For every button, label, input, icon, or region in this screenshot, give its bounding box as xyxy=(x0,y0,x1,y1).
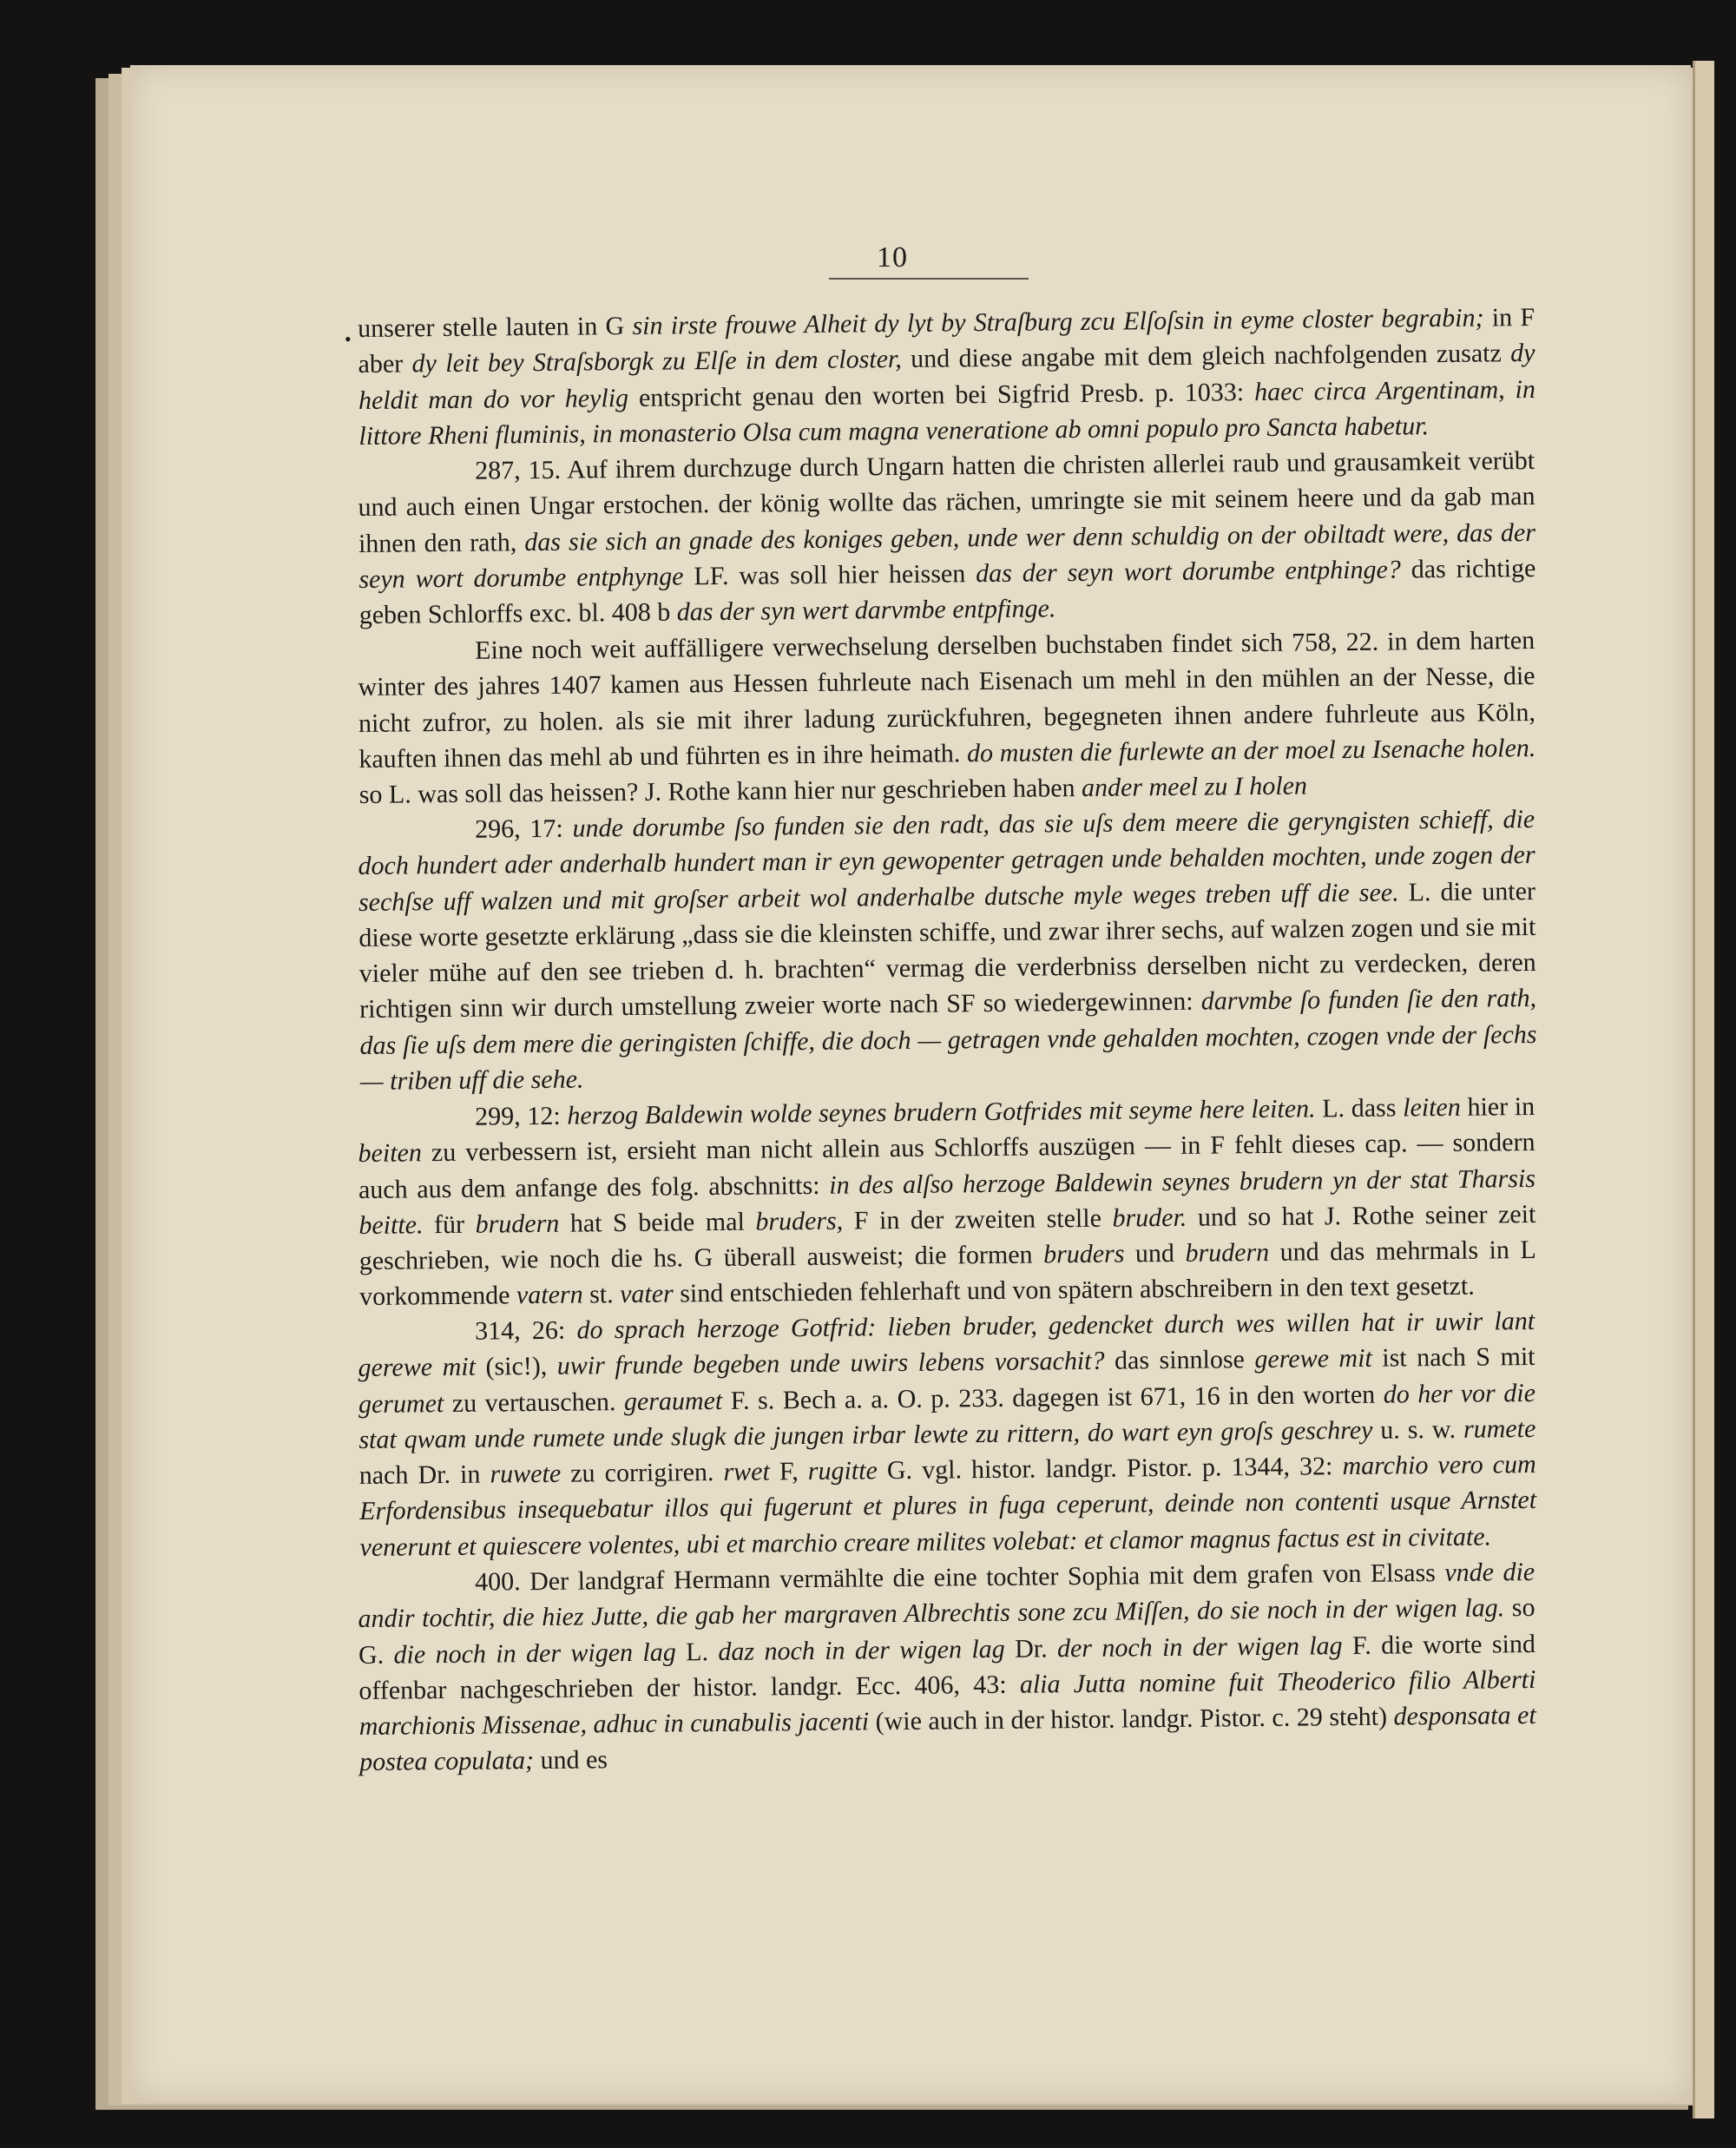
italic-quotation: rwet xyxy=(723,1457,771,1487)
italic-quotation: rugitte xyxy=(807,1456,878,1486)
text-run: entspricht genau den worten bei Sigfrid Presb. p. 1033: xyxy=(628,377,1255,412)
italic-quotation: beiten xyxy=(358,1138,423,1168)
bullet-icon: • xyxy=(345,328,352,350)
italic-quotation: rumete xyxy=(1463,1414,1536,1444)
italic-quotation: do her vor die stat qwam unde rumete unde slugk die jungen irbar lewte zu rittern, do wart eyn groſs geschrey xyxy=(358,1378,1536,1455)
italic-quotation: do musten die furlewte an der moel zu Isenache holen. xyxy=(966,733,1536,768)
italic-quotation: brudern xyxy=(1185,1237,1270,1268)
italic-quotation: herzog Baldewin wolde seynes brudern Gotfrides mit seyme here leiten. xyxy=(567,1093,1316,1130)
text-run: nach Dr. in xyxy=(358,1460,490,1491)
italic-quotation: das der syn wert darvmbe entpfinge. xyxy=(676,594,1056,627)
text-run: sind entschieden fehlerhaft und von spätern abschreibern in den text gesetzt. xyxy=(673,1271,1475,1308)
italic-quotation: dy heldit man do vor heylig xyxy=(358,339,1535,415)
text-run: F. s. Bech a. a. O. p. 233. dagegen ist 671, 16 in den worten xyxy=(722,1380,1384,1415)
paragraph xyxy=(358,801,1537,1099)
text-run: F. die worte sind offenbar nachgeschrieben der histor. landgr. Ecc. 406, 43: xyxy=(358,1629,1536,1706)
italic-quotation: do sprach herzoge Gotfrid: lieben bruder, gedencket durch wes willen hat ir uwir lant gerewe mit xyxy=(358,1307,1535,1383)
facing-page-edge xyxy=(1693,61,1714,2118)
page-number: 10 xyxy=(877,241,908,273)
italic-quotation: uwir frunde begeben unde uwirs lebens vorsachit? xyxy=(556,1347,1105,1381)
italic-quotation: unde dorumbe ſso funden sie den radt, das sie uſs dem meere die geryngisten schieff, die doch hundert ader anderhalb hundert man ir eyn gewopenter getragen unde behalden mochten, unde zogen der sechſse uff walzen und mit groſser arbeit wol anderhalbe dutsche myle weges treben uff die see. xyxy=(358,805,1535,917)
text-run: und es xyxy=(533,1746,608,1776)
text-run: zu vertauschen. xyxy=(444,1387,625,1418)
italic-quotation: leiten xyxy=(1402,1092,1461,1122)
body-text xyxy=(358,302,1537,1781)
paragraph xyxy=(358,1554,1536,1781)
italic-quotation: das der seyn wort dorumbe entphinge? xyxy=(976,555,1401,589)
text-run: F, xyxy=(769,1457,808,1486)
text-run: in F aber xyxy=(358,302,1535,379)
text-run: G. vgl. histor. landgr. Pistor. p. 1344, 32: xyxy=(877,1452,1343,1486)
paragraph xyxy=(358,623,1536,813)
italic-quotation: ruwete xyxy=(490,1459,562,1490)
text-run: und diese angabe mit dem gleich nachfolgenden zusatz xyxy=(901,339,1511,374)
italic-quotation: darvmbe ſo funden ſie den rath, das ſie uſs dem mere die geringisten ſchiffe, die doch — getragen vnde gehalden mochten, czogen vnde der ſechs — triben uff die sehe. xyxy=(359,984,1537,1097)
italic-quotation: marchio vero cum Erfordensibus insequebatur illos qui fugerunt et plures in fuga ceperunt, deinde non contenti usque Arnstet venerunt et quiescere volentes, ubi et marchio creare milites volebat: et clamor magnus factus est in civitate. xyxy=(359,1450,1537,1563)
italic-quotation: vnde die andir tochtir, die hiez Jutte, die gab her margraven Albrechtis sone zcu Miſſen, do sie noch in der wigen lag. xyxy=(358,1558,1535,1634)
italic-quotation: daz noch in der wigen lag xyxy=(718,1634,1005,1667)
text-run: so G. xyxy=(358,1593,1535,1670)
text-run: LF. was soll hier heissen xyxy=(683,559,976,591)
italic-quotation: bruders xyxy=(1042,1239,1125,1269)
text-run: L. die unter diese worte gesetzte erklärung „dass sie die kleinsten schiffe, und zwar ihrer sechs, auf walzen zogen und sie mit vieler mühe auf den see trieben d. h. brachten“ vermag die verderbniss derselben nicht zu verdecken, deren richtigen sinn wir durch umstellung zweier worte nach SF so wiedergewinnen: xyxy=(358,876,1536,1025)
italic-quotation: die noch in der wigen lag xyxy=(393,1637,676,1670)
text-run: 299, 12: xyxy=(475,1101,568,1131)
text-run: und das mehrmals in L vorkommende xyxy=(359,1235,1536,1312)
text-run: zu corrigiren. xyxy=(561,1458,724,1489)
text-run: zu verbessern ist, ersieht man nicht allein aus Schlorffs auszügen — in F fehlt dieses cap. — sondern auch aus dem anfange des folg. abschnitts: xyxy=(358,1127,1535,1204)
italic-quotation: vatern xyxy=(516,1280,583,1310)
italic-quotation: desponsata et postea copulata; xyxy=(359,1701,1536,1777)
text-run: (wie auch in der histor. landgr. Pistor. c. 29 steht) xyxy=(868,1703,1394,1736)
text-run: das richtige geben Schlorffs exc. bl. 408 b xyxy=(358,554,1536,630)
text-run: Eine noch weit auffälligere verwechselung derselben buchstaben findet sich 758, 22. in dem harten winter des jahres 1407 kamen aus Hessen fuhrleute nach Eisenach um mehl in den mühlen an der Nesse, die nicht zufror, zu holen. als sie mit ihrer ladung zurückfuhren, begegneten ihnen andere fuhrleute aus Köln, kauften ihnen das mehl ab und führten es in ihre heimath. xyxy=(358,625,1536,774)
italic-quotation: der noch in der wigen lag xyxy=(1056,1631,1343,1664)
text-run: so L. was soll das heissen? J. Rothe kann hier nur geschrieben haben xyxy=(358,773,1082,809)
text-run: 314, 26: xyxy=(475,1315,577,1347)
text-run: ist nach S mit xyxy=(1371,1342,1535,1374)
italic-quotation: ander meel zu I holen xyxy=(1081,771,1308,802)
text-run: unserer stelle lauten in G xyxy=(358,311,633,343)
paragraph xyxy=(358,1303,1537,1565)
paragraph xyxy=(358,443,1536,633)
paragraph xyxy=(358,300,1536,454)
italic-quotation: haec circa Argentinam, in littore Rheni fluminis, in monasterio Olsa cum magna veneratione ab omni populo pro Sancta habetur. xyxy=(358,374,1536,451)
italic-quotation: bruders, xyxy=(755,1206,844,1236)
text-run: hier in xyxy=(1460,1091,1535,1122)
italic-quotation: geraumet xyxy=(623,1386,723,1416)
text-run: und so hat J. Rothe seiner zeit geschrieben, wie noch die hs. G überall ausweist; die formen xyxy=(358,1199,1536,1275)
italic-quotation: in des alſso herzoge Baldewin seynes brudern yn der stat Tharsis beitte. xyxy=(358,1163,1536,1240)
italic-quotation: dy leit bey Straſsborgk zu Elſe in dem closter, xyxy=(411,345,902,379)
italic-quotation: alia Jutta nomine fuit Theoderico filio Alberti marchionis Missenae, adhuc in cunabulis jacenti xyxy=(358,1665,1536,1742)
text-run: 296, 17: xyxy=(475,814,573,844)
italic-quotation: sin irste frouwe Alheit dy lyt by Straſburg zcu Elſoſsin in eyme closter begrabin; xyxy=(632,303,1484,340)
page-number-rule xyxy=(829,278,1029,280)
text-run: F in der zweiten stelle xyxy=(843,1203,1113,1235)
italic-quotation: gerewe mit xyxy=(1254,1344,1372,1374)
italic-quotation: das sie sich an gnade des koniges geben, unde wer denn schuldig on der obiltadt were, das der seyn wort dorumbe entphynge xyxy=(358,517,1536,595)
text-run: u. s. w. xyxy=(1372,1414,1464,1445)
italic-quotation: bruder. xyxy=(1112,1202,1187,1233)
text-run: Dr. xyxy=(1004,1634,1058,1664)
italic-quotation: vater xyxy=(619,1279,674,1309)
italic-quotation: gerumet xyxy=(358,1388,444,1419)
text-run: für xyxy=(423,1209,476,1239)
text-run: hat S beide mal xyxy=(559,1207,756,1238)
text-run: und xyxy=(1124,1238,1186,1268)
text-run: das sinnlose xyxy=(1104,1345,1255,1376)
italic-quotation: brudern xyxy=(475,1209,560,1239)
text-run: L. dass xyxy=(1315,1092,1404,1123)
text-run: st. xyxy=(582,1280,621,1309)
paragraph xyxy=(358,1089,1536,1315)
text-run: 400. Der landgraf Hermann vermählte die eine tochter Sophia mit dem grafen von Elsass xyxy=(475,1558,1445,1598)
text-run: 287, 15. Auf ihrem durchzuge durch Ungarn hatten die christen allerlei raub und grausamkeit verübt und auch einen Ungar erstochen. der könig wollte das rächen, umringte sie mit seinem heere und da gab man ihnen den rath, xyxy=(358,446,1535,558)
text-run: L. xyxy=(675,1637,719,1667)
text-run: (sic!), xyxy=(475,1352,557,1382)
